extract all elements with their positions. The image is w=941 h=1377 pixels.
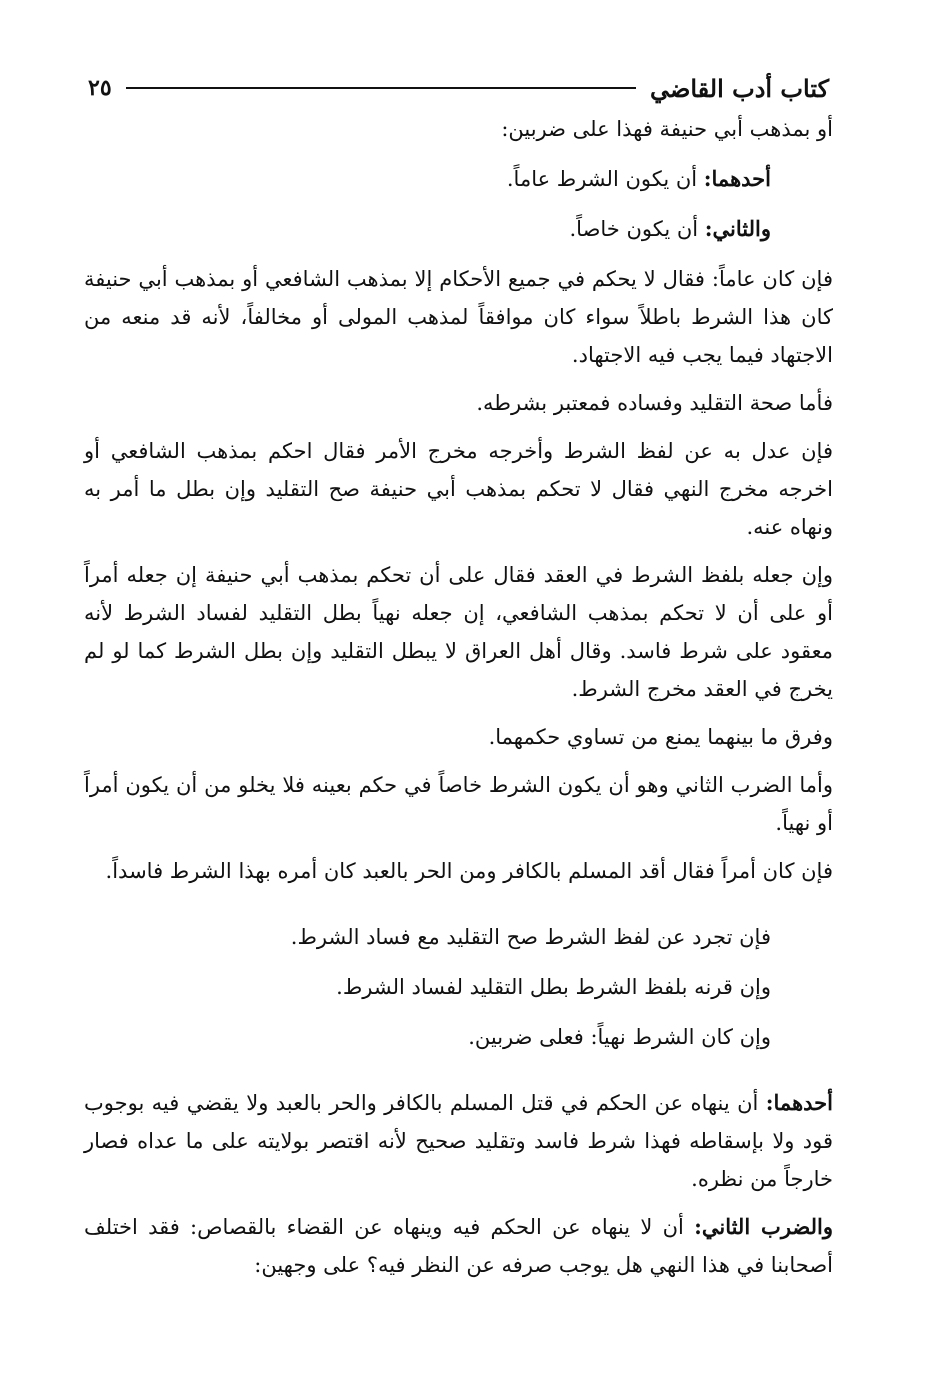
paragraph: أو بمذهب أبي حنيفة فهذا على ضربين: — [501, 117, 833, 141]
paragraph: فإن كان عاماً: فقال لا يحكم في جميع الأحكام إلا بمذهب الشافعي أو بمذهب أبي حنيفة كان هذا الشرط باطلاً سواء كان موافقاً لمذهب المولى أو مخالفاً، لأنه قد منعه من الاجتهاد فيما يجب فيه الاجتهاد. — [84, 267, 833, 367]
paragraph: والضرب الثاني: أن لا ينهاه عن الحكم فيه وينهاه عن القضاء بالقصاص: فقد اختلف أصحابنا في هذا النهي هل يوجب صرفه عن النظر فيه؟ على وجهين: — [84, 1214, 833, 1277]
paragraph: وأما الضرب الثاني وهو أن يكون الشرط خاصاً في حكم بعينه فلا يخلو من أن يكون أمراً أو نهياً. — [84, 773, 833, 835]
paragraph: أحدهما: أن يكون الشرط عاماً. — [506, 166, 771, 191]
page-body — [84, 110, 833, 1294]
paragraph: والثاني: أن يكون خاصاً. — [569, 216, 771, 241]
paragraph: فإن عدل به عن لفظ الشرط وأخرجه مخرج الأمر فقال احكم بمذهب الشافعي أو اخرجه مخرج النهي فقال لا تحكم بمذهب أبي حنيفة صح التقليد وإن بطل ما أمر به ونهاه عنه. — [84, 439, 833, 539]
book-title: كتاب أدب القاضي — [649, 73, 829, 103]
running-header — [88, 72, 829, 104]
paragraph: فإن تجرد عن لفظ الشرط صح التقليد مع فساد الشرط. — [290, 925, 771, 949]
paragraph: أحدهما: أن ينهاه عن الحكم في قتل المسلم بالكافر والحر بالعبد ولا يقضي فيه بوجوب قود ولا بإسقاطه فهذا شرط فاسد وتقليد صحيح لأنه اقتصر بولايته على ما عداه فصار خارجاً من نظره. — [84, 1090, 833, 1191]
page-number: ٢٥ — [88, 75, 112, 101]
header-rule — [126, 87, 636, 89]
paragraph: وإن قرنه بلفظ الشرط بطل التقليد لفساد الشرط. — [336, 975, 771, 999]
paragraph: وإن جعله بلفظ الشرط في العقد فقال على أن تحكم بمذهب أبي حنيفة إن جعله أمراً أو على أن لا تحكم بمذهب الشافعي، إن جعله نهياً بطل التقليد لفساد الشرط لأنه معقود على شرط فاسد. وقال أهل العراق لا يبطل التقليد وإن بطل الشرط كما لو لم يخرج في العقد مخرج الشرط. — [84, 563, 833, 701]
paragraph: فأما صحة التقليد وفساده فمعتبر بشرطه. — [476, 391, 833, 415]
paragraph: وإن كان الشرط نهياً: فعلى ضربين. — [468, 1025, 771, 1049]
paragraph: وفرق ما بينهما يمنع من تساوي حكمهما. — [488, 725, 833, 749]
paragraph: فإن كان أمراً فقال أقد المسلم بالكافر ومن الحر بالعبد كان أمره بهذا الشرط فاسداً. — [105, 859, 833, 883]
